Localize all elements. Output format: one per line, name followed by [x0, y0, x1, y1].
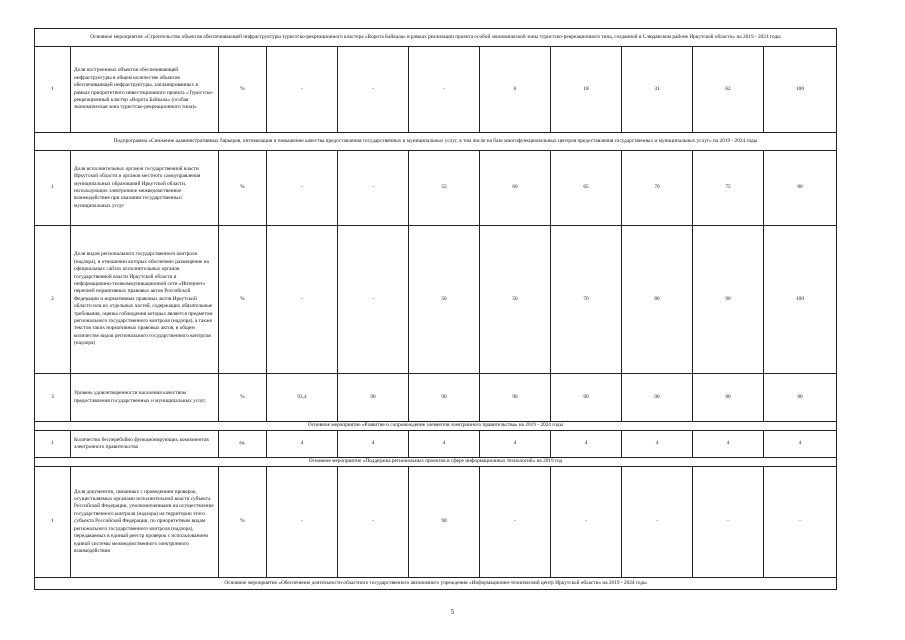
table-row — [35, 151, 837, 226]
table-row — [35, 431, 837, 458]
value-cell: 50 — [409, 226, 480, 374]
indicator-table-container — [34, 28, 836, 590]
value-cell: - — [267, 47, 338, 133]
section-row — [35, 29, 837, 47]
table-row — [35, 47, 837, 133]
section-title: Основное мероприятие «Поддержка региональных проектов в сфере информационных технологий» на 2019 год — [35, 458, 837, 467]
table-row — [35, 226, 837, 374]
value-cell: 70 — [622, 151, 693, 226]
value-cell: 50 — [480, 226, 551, 374]
table-row — [35, 374, 837, 422]
indicator-name-cell: Доля видов регионального государственного контроля (надзора), в отношении которых обеспечено размещение на официальных сайтах исполнительных органов государственной власти Иркутской области в информационно-телекоммуникационной сети «Интернет» перечней нормативных правовых актов Российской Федерации и нормативных правовых актов Иркутской области или их отдельных частей, содержащих обязательные требования, оценка соблюдения которых является предметом регионального государственного контроля (надзора), а также текстов таких нормативных правовых актов, в общем количестве видов регионального государственного контроля (надзора) — [71, 226, 219, 374]
value-cell: 55 — [409, 151, 480, 226]
section-row — [35, 578, 837, 590]
section-title: Основное мероприятие «Развитие и сопровождение элементов электронного правительства» на 2019 - 2024 годы — [35, 422, 837, 431]
page-number: 5 — [450, 608, 455, 616]
row-number-cell: 3 — [35, 374, 71, 422]
section-row — [35, 133, 837, 151]
value-cell: - — [693, 467, 764, 578]
section-row — [35, 458, 837, 467]
value-cell: 90 — [409, 467, 480, 578]
value-cell: 90 — [693, 226, 764, 374]
section-title: Подпрограмма «Снижение административных барьеров, оптимизация и повышение качества предоставления государственных и муниципальных услуг, в том числе на базе многофункциональных центров предоставления государственных и муниципальных услуг» на 2019 - 2024 годы — [35, 133, 837, 151]
section-title: Основное мероприятие «Обеспечение деятельности областного государственного автономного учреждения «Информационно-технический центр Иркутской области» на 2019 - 2024 годы — [35, 578, 837, 590]
value-cell: 31 — [622, 47, 693, 133]
value-cell: 4 — [480, 431, 551, 458]
value-cell: - — [338, 151, 409, 226]
value-cell: - — [338, 47, 409, 133]
indicator-table — [34, 28, 837, 590]
value-cell: - — [338, 226, 409, 374]
unit-cell: % — [219, 151, 267, 226]
row-number-cell: 1 — [35, 467, 71, 578]
value-cell: - — [480, 467, 551, 578]
value-cell: 65 — [551, 151, 622, 226]
value-cell: - — [551, 467, 622, 578]
row-number-cell: 1 — [35, 151, 71, 226]
indicator-name-cell: Доля исполнительных органов государственной власти Иркутской области и органов местного самоуправления муниципальных образований Иркутской области, использующих электронное межведомственное взаимодействие при оказании государственных/муниципальных услуг — [71, 151, 219, 226]
value-cell: 4 — [409, 431, 480, 458]
value-cell: 75 — [693, 151, 764, 226]
unit-cell: % — [219, 47, 267, 133]
value-cell: 4 — [551, 431, 622, 458]
value-cell: 90 — [764, 374, 837, 422]
value-cell: 93,4 — [267, 374, 338, 422]
value-cell: 90 — [622, 374, 693, 422]
unit-cell: % — [219, 226, 267, 374]
value-cell: 4 — [764, 431, 837, 458]
value-cell: - — [622, 467, 693, 578]
indicator-table-body — [35, 29, 837, 590]
value-cell: 4 — [338, 431, 409, 458]
value-cell: 4 — [267, 431, 338, 458]
value-cell: 90 — [409, 374, 480, 422]
value-cell: 100 — [764, 226, 837, 374]
value-cell: 60 — [480, 151, 551, 226]
value-cell: - — [267, 226, 338, 374]
indicator-name-cell: Уровень удовлетворенности населения качеством предоставления государственных и муниципальных услуг — [71, 374, 219, 422]
unit-cell: % — [219, 467, 267, 578]
row-number-cell: 1 — [35, 47, 71, 133]
row-number-cell: 2 — [35, 226, 71, 374]
value-cell: 90 — [693, 374, 764, 422]
value-cell: - — [338, 467, 409, 578]
value-cell: 62 — [693, 47, 764, 133]
value-cell: 6 — [480, 47, 551, 133]
value-cell: 4 — [622, 431, 693, 458]
value-cell: 80 — [764, 151, 837, 226]
value-cell: - — [764, 467, 837, 578]
value-cell: 4 — [693, 431, 764, 458]
unit-cell: ед. — [219, 431, 267, 458]
value-cell: 18 — [551, 47, 622, 133]
unit-cell: % — [219, 374, 267, 422]
value-cell: - — [267, 151, 338, 226]
value-cell: 100 — [764, 47, 837, 133]
value-cell: 90 — [338, 374, 409, 422]
value-cell: 70 — [551, 226, 622, 374]
indicator-name-cell: Количество бесперебойно функционирующих компонентов электронного правительства — [71, 431, 219, 458]
row-number-cell: 1 — [35, 431, 71, 458]
section-title: Основное мероприятие «Строительство объектов обеспечивающей инфраструктуры туристско-рекреационного кластера «Ворота Байкала» в рамках реализации проекта особой экономической зоны туристско-рекреационного типа, созданной в Слюдянском районе Иркутской области» на 2019 - 2024 годы — [35, 29, 837, 47]
value-cell: 90 — [551, 374, 622, 422]
table-row — [35, 467, 837, 578]
indicator-name-cell: Доля построенных объектов обеспечивающей инфраструктуры в общем количестве объектов обеспечивающей инфраструктуры, запланированных в рамках приоритетного инвестиционного проекта «Туристско-рекреационный кластер «Ворота Байкала» (особая экономическая зона туристско-рекреационного типа)» — [71, 47, 219, 133]
value-cell: - — [409, 47, 480, 133]
value-cell: 80 — [622, 226, 693, 374]
value-cell: - — [267, 467, 338, 578]
section-row — [35, 422, 837, 431]
indicator-name-cell: Доля документов, связанных с проведением проверок, осуществляемых органами исполнительной власти субъекта Российской Федерации, уполномоченными на осуществление государственного контроля (надзора) на территории этого субъекта Российской Федерации, по приоритетным видам регионального государственного контроля (надзора), передаваемых в единый реестр проверок с использованием единой системы межведомственного электронного взаимодействия — [71, 467, 219, 578]
value-cell: 90 — [480, 374, 551, 422]
